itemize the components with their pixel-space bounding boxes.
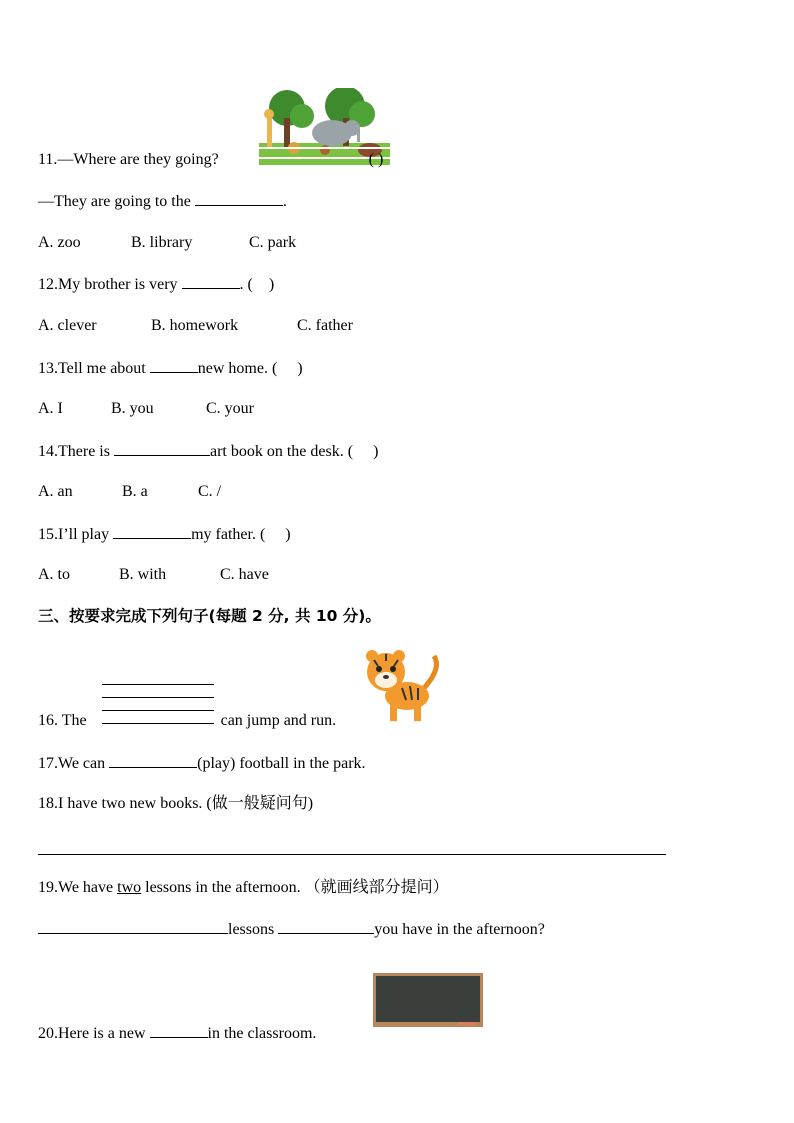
question-14-options [38, 482, 221, 502]
underlined-word: two [117, 879, 142, 896]
option-a[interactable]: A. clever [38, 317, 97, 334]
answer-blank[interactable] [113, 524, 191, 539]
option-b[interactable]: B. homework [151, 317, 239, 334]
answer-blank[interactable] [109, 753, 197, 768]
option-b[interactable]: B. with [119, 566, 167, 583]
question-14: 14.There is art book on the desk. ( ) [38, 443, 379, 460]
option-b[interactable]: B. library [131, 234, 193, 251]
tiger-illustration [362, 648, 448, 728]
option-c[interactable]: C. park [249, 234, 297, 251]
answer-blank[interactable] [182, 274, 240, 289]
question-18-answer-line[interactable] [38, 854, 666, 855]
option-c[interactable]: C. your [206, 400, 254, 417]
question-11-options [38, 233, 296, 253]
option-a[interactable]: A. to [38, 566, 70, 583]
question-15: 15.I’ll play my father. ( ) [38, 526, 291, 543]
answer-blank[interactable] [195, 191, 283, 206]
option-c[interactable]: C. have [220, 566, 269, 583]
answer-blank[interactable] [150, 358, 198, 373]
question-15-options [38, 565, 269, 585]
answer-blank[interactable] [150, 1023, 208, 1038]
question-11-answer-line: —They are going to the . [38, 193, 287, 210]
question-20: 20.Here is a new in the classroom. [38, 1025, 317, 1042]
answer-blank[interactable] [38, 919, 228, 934]
question-13-options [38, 399, 254, 419]
question-17: 17.We can (play) football in the park. [38, 755, 366, 772]
option-b[interactable]: B. you [111, 400, 154, 417]
option-c[interactable]: C. / [198, 483, 222, 500]
question-13: 13.Tell me about new home. ( ) [38, 360, 303, 377]
option-a[interactable]: A. zoo [38, 234, 81, 251]
answer-blank[interactable] [278, 919, 374, 934]
question-19-answer-line: lessons you have in the afternoon? [38, 919, 545, 940]
question-19: 19.We have two lessons in the afternoon. （就画线部分提问） [38, 879, 449, 896]
option-b[interactable]: B. a [122, 483, 148, 500]
option-c[interactable]: C. father [297, 317, 353, 334]
question-18: 18.I have two new books. (做一般疑问句) [38, 795, 314, 812]
blackboard-illustration [372, 972, 484, 1028]
question-12: 12.My brother is very . ( ) [38, 276, 275, 293]
question-12-options [38, 316, 353, 336]
answer-blank[interactable] [114, 441, 210, 456]
option-a[interactable]: A. I [38, 400, 63, 417]
option-a[interactable]: A. an [38, 483, 73, 500]
section-3-title: 三、按要求完成下列句子(每题 2 分, 共 10 分)。 [38, 607, 381, 625]
question-16: 16. The can jump and run. [38, 712, 337, 729]
question-11: 11.—Where are they going? ( ) [38, 151, 384, 168]
